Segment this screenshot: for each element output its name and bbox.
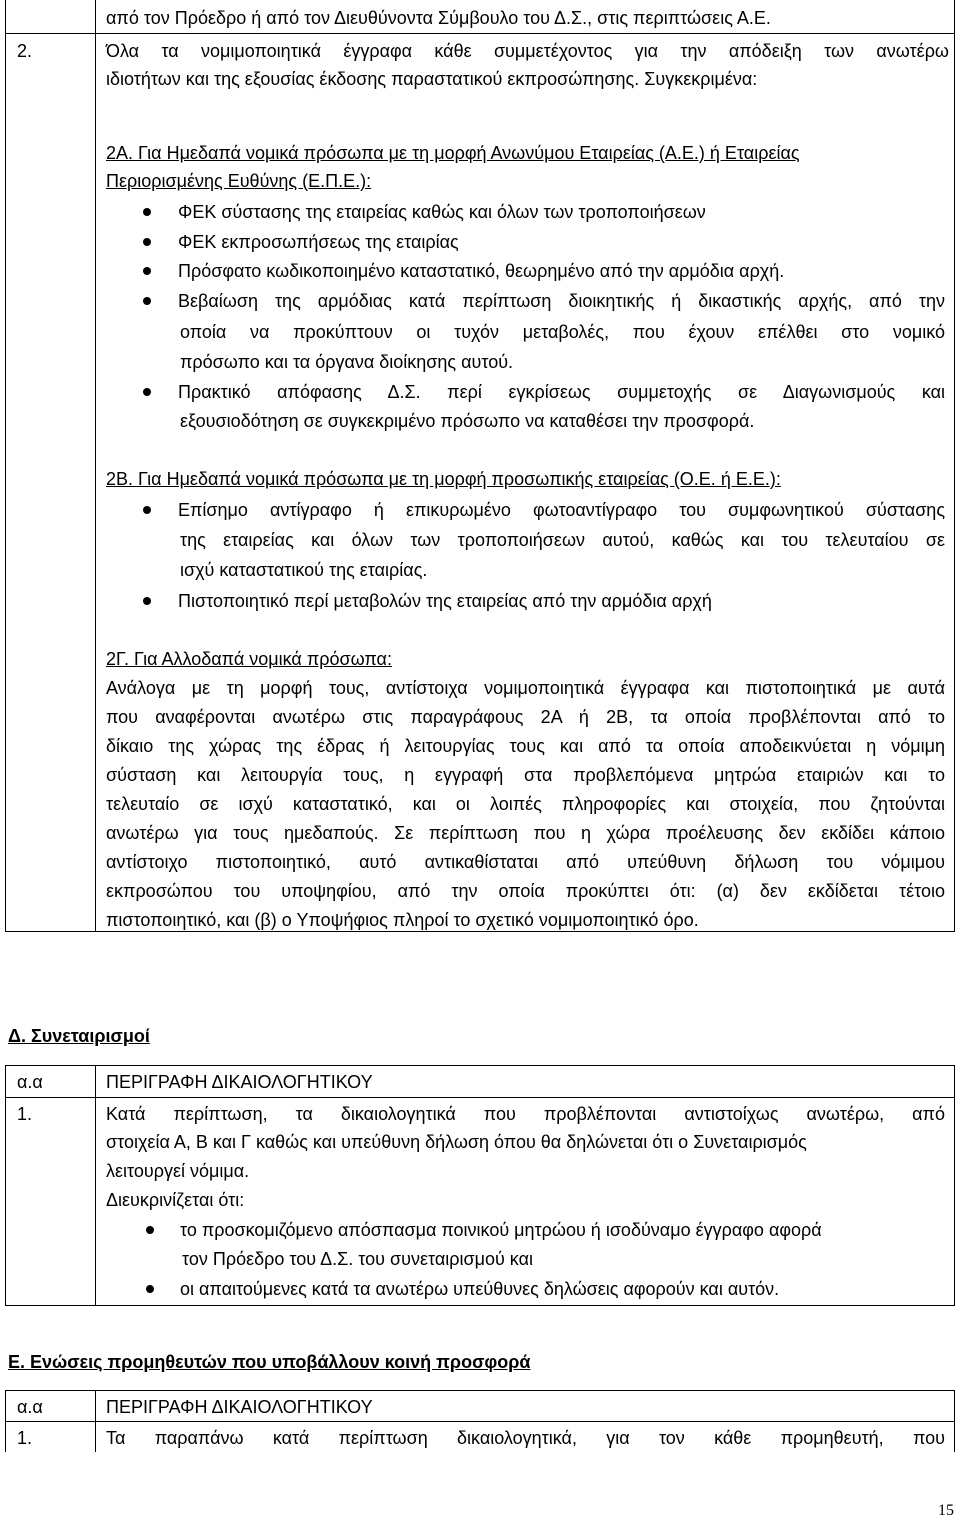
top-table-row-divider — [5, 33, 955, 34]
section-e-title: Ε. Ενώσεις προμηθευτών που υποβάλλουν κοινή προσφορά — [8, 1352, 531, 1372]
bullet-2b-1 — [143, 506, 151, 514]
bullet-2b-2 — [143, 597, 151, 605]
section-2c-line4: σύσταση και λειτουργία τους, η εγγραφή στα προβλεπόμενα μητρώα εταιριών και το — [106, 765, 945, 785]
d-row-line2: στοιχεία Α, Β και Γ καθώς και υπεύθυνη δήλωση όπου θα δηλώνεται ότι ο Συνεταιρισμός — [106, 1132, 807, 1152]
section-2c-line7: αντίστοιχο πιστοποιητικό, αυτό αντικαθίσταται από υπεύθυνη δήλωση του νόμιμου — [106, 852, 945, 872]
bullet-2b-1-line1: Επίσημο αντίγραφο ή επικυρωμένο φωτοαντίγραφο του συμφωνητικού σύστασης — [178, 500, 945, 520]
bullet-2a-1-text: ΦΕΚ σύστασης της εταιρείας καθώς και όλων των τροποποιήσεων — [178, 202, 706, 222]
d-header-description: ΠΕΡΙΓΡΑΦΗ ΔΙΚΑΙΟΛΟΓΗΤΙΚΟΥ — [106, 1072, 373, 1092]
bullet-2a-4-line3: πρόσωπο και τα όργανα διοίκησης αυτού. — [180, 352, 514, 372]
bullet-2a-4 — [143, 297, 151, 305]
bullet-2a-5-line1: Πρακτικό απόφασης Δ.Σ. περί εγκρίσεως συμμετοχής σε Διαγωνισμούς και — [178, 382, 945, 402]
top-table-col-divider — [95, 0, 96, 932]
bullet-2a-4-line1: Βεβαίωση της αρμόδιας κατά περίπτωση διοικητικής ή δικαστικής αρχής, από την — [178, 291, 945, 311]
row2-intro-line2: ιδιοτήτων και της εξουσίας έκδοσης παραστατικού εκπροσώπησης. Συγκεκριμένα: — [106, 69, 758, 89]
d-table-top — [5, 1065, 955, 1066]
top-table-left-border — [5, 0, 6, 932]
section-2a-heading-line1: 2Α. Για Ημεδαπά νομικά πρόσωπα με τη μορφή Ανωνύμου Εταιρείας (Α.Ε.) ή Εταιρείας — [106, 143, 800, 163]
bullet-2a-5-line2: εξουσιοδότηση σε συγκεκριμένο πρόσωπο να καταθέσει την προσφορά. — [180, 411, 755, 431]
e-row-number: 1. — [17, 1428, 33, 1448]
d-row-line3: λειτουργεί νόμιμα. — [106, 1161, 250, 1181]
e-table-header-divider — [5, 1421, 955, 1422]
section-2c-line1: Ανάλογα με τη μορφή τους, αντίστοιχα νομιμοποιητικά έγγραφα και πιστοποιητικά με αυτά — [106, 678, 945, 698]
bullet-2b-2-text: Πιστοποιητικό περί μεταβολών της εταιρείας από την αρμόδια αρχή — [178, 591, 712, 611]
bullet-2a-1 — [143, 208, 151, 216]
row1-text: από τον Πρόεδρο ή από τον Διευθύνοντα Σύμβουλο του Δ.Σ., στις περιπτώσεις Α.Ε. — [106, 8, 771, 28]
bullet-2a-3-text: Πρόσφατο κωδικοποιημένο καταστατικό, θεωρημένο από την αρμόδια αρχή. — [178, 261, 785, 281]
row2-intro-line1: Όλα τα νομιμοποιητικά έγγραφα κάθε συμμετέχοντος για την απόδειξη των ανωτέρω — [106, 41, 949, 61]
bullet-2a-4-line2: οποία να προκύπτουν οι τυχόν μεταβολές, που έχουν επέλθει στο νομικό — [180, 322, 945, 342]
section-2c-line9: πιστοποιητικό, και (β) ο Υποψήφιος πληροί το σχετικό νομιμοποιητικό όρο. — [106, 910, 699, 930]
section-2a-heading-line2: Περιορισμένης Ευθύνης (Ε.Π.Ε.): — [106, 171, 372, 191]
bullet-d-2 — [146, 1285, 154, 1293]
bullet-2a-3 — [143, 267, 151, 275]
d-table-header-divider — [5, 1097, 955, 1098]
section-d-title: Δ. Συνεταιρισμοί — [8, 1026, 150, 1046]
section-2c-line3: δίκαιο της χώρας της έδρας ή λειτουργίας τους και από τα οποία αποδεικνύεται η νόμιμη — [106, 736, 945, 756]
d-header-aa: α.α — [17, 1072, 43, 1092]
d-table-col-divider — [95, 1065, 96, 1306]
bullet-d-2-text: οι απαιτούμενες κατά τα ανωτέρω υπεύθυνες δηλώσεις αφορούν και αυτόν. — [180, 1279, 780, 1299]
top-table-right-border — [954, 0, 955, 932]
bullet-d-1 — [146, 1226, 154, 1234]
d-table-left — [5, 1065, 6, 1306]
e-table-right — [954, 1390, 955, 1452]
e-header-aa: α.α — [17, 1397, 43, 1417]
bullet-2a-2 — [143, 238, 151, 246]
bullet-2a-2-text: ΦΕΚ εκπροσωπήσεως της εταιρίας — [178, 232, 459, 252]
e-table-left — [5, 1390, 6, 1452]
d-row-number: 1. — [17, 1104, 33, 1124]
e-row-text: Τα παραπάνω κατά περίπτωση δικαιολογητικά, για τον κάθε προμηθευτή, που — [106, 1428, 945, 1448]
d-table-bottom — [5, 1305, 955, 1306]
d-row-line1: Κατά περίπτωση, τα δικαιολογητικά που προβλέπονται αντιστοίχως ανωτέρω, από — [106, 1104, 945, 1124]
page-number: 15 — [938, 1502, 954, 1519]
section-2c-line8: εκπροσώπου του υποψηφίου, από την οποία προκύπτει ότι: (α) δεν εκδίδεται τέτοιο — [106, 881, 945, 901]
bullet-2b-1-line3: ισχύ καταστατικού της εταιρίας. — [180, 560, 428, 580]
row2-number: 2. — [17, 41, 33, 61]
bullet-d-1-line2: τον Πρόεδρο του Δ.Σ. του συνεταιρισμού και — [182, 1249, 533, 1269]
e-table-top — [5, 1390, 955, 1391]
section-2b-heading: 2Β. Για Ημεδαπά νομικά πρόσωπα με τη μορφή προσωπικής εταιρείας (Ο.Ε. ή Ε.Ε.): — [106, 469, 781, 489]
section-2c-line5: τελευταίο σε ισχύ καταστατικό, και οι λοιπές πληροφορίες και στοιχεία, που ζητούνται — [106, 794, 945, 814]
bullet-d-1-line1: το προσκομιζόμενο απόσπασμα ποινικού μητρώου ή ισοδύναμο έγγραφο αφορά — [180, 1220, 822, 1240]
bullet-2a-5 — [143, 388, 151, 396]
d-table-right — [954, 1065, 955, 1306]
d-clarify-label: Διευκρινίζεται ότι: — [106, 1190, 245, 1210]
section-2c-line2: που αναφέρονται ανωτέρω στις παραγράφους 2Α ή 2Β, τα οποία προβλέπονται από το — [106, 707, 945, 727]
e-header-description: ΠΕΡΙΓΡΑΦΗ ΔΙΚΑΙΟΛΟΓΗΤΙΚΟΥ — [106, 1397, 373, 1417]
bullet-2b-1-line2: της εταιρείας και όλων των τροποποιήσεων αυτού, καθώς και του τελευταίου σε — [180, 530, 945, 550]
e-table-col-divider — [95, 1390, 96, 1452]
section-2c-heading: 2Γ. Για Αλλοδαπά νομικά πρόσωπα: — [106, 649, 392, 669]
section-2c-line6: ανωτέρω για τους ημεδαπούς. Σε περίπτωση που η χώρα προέλευσης δεν εκδίδει κάποιο — [106, 823, 945, 843]
